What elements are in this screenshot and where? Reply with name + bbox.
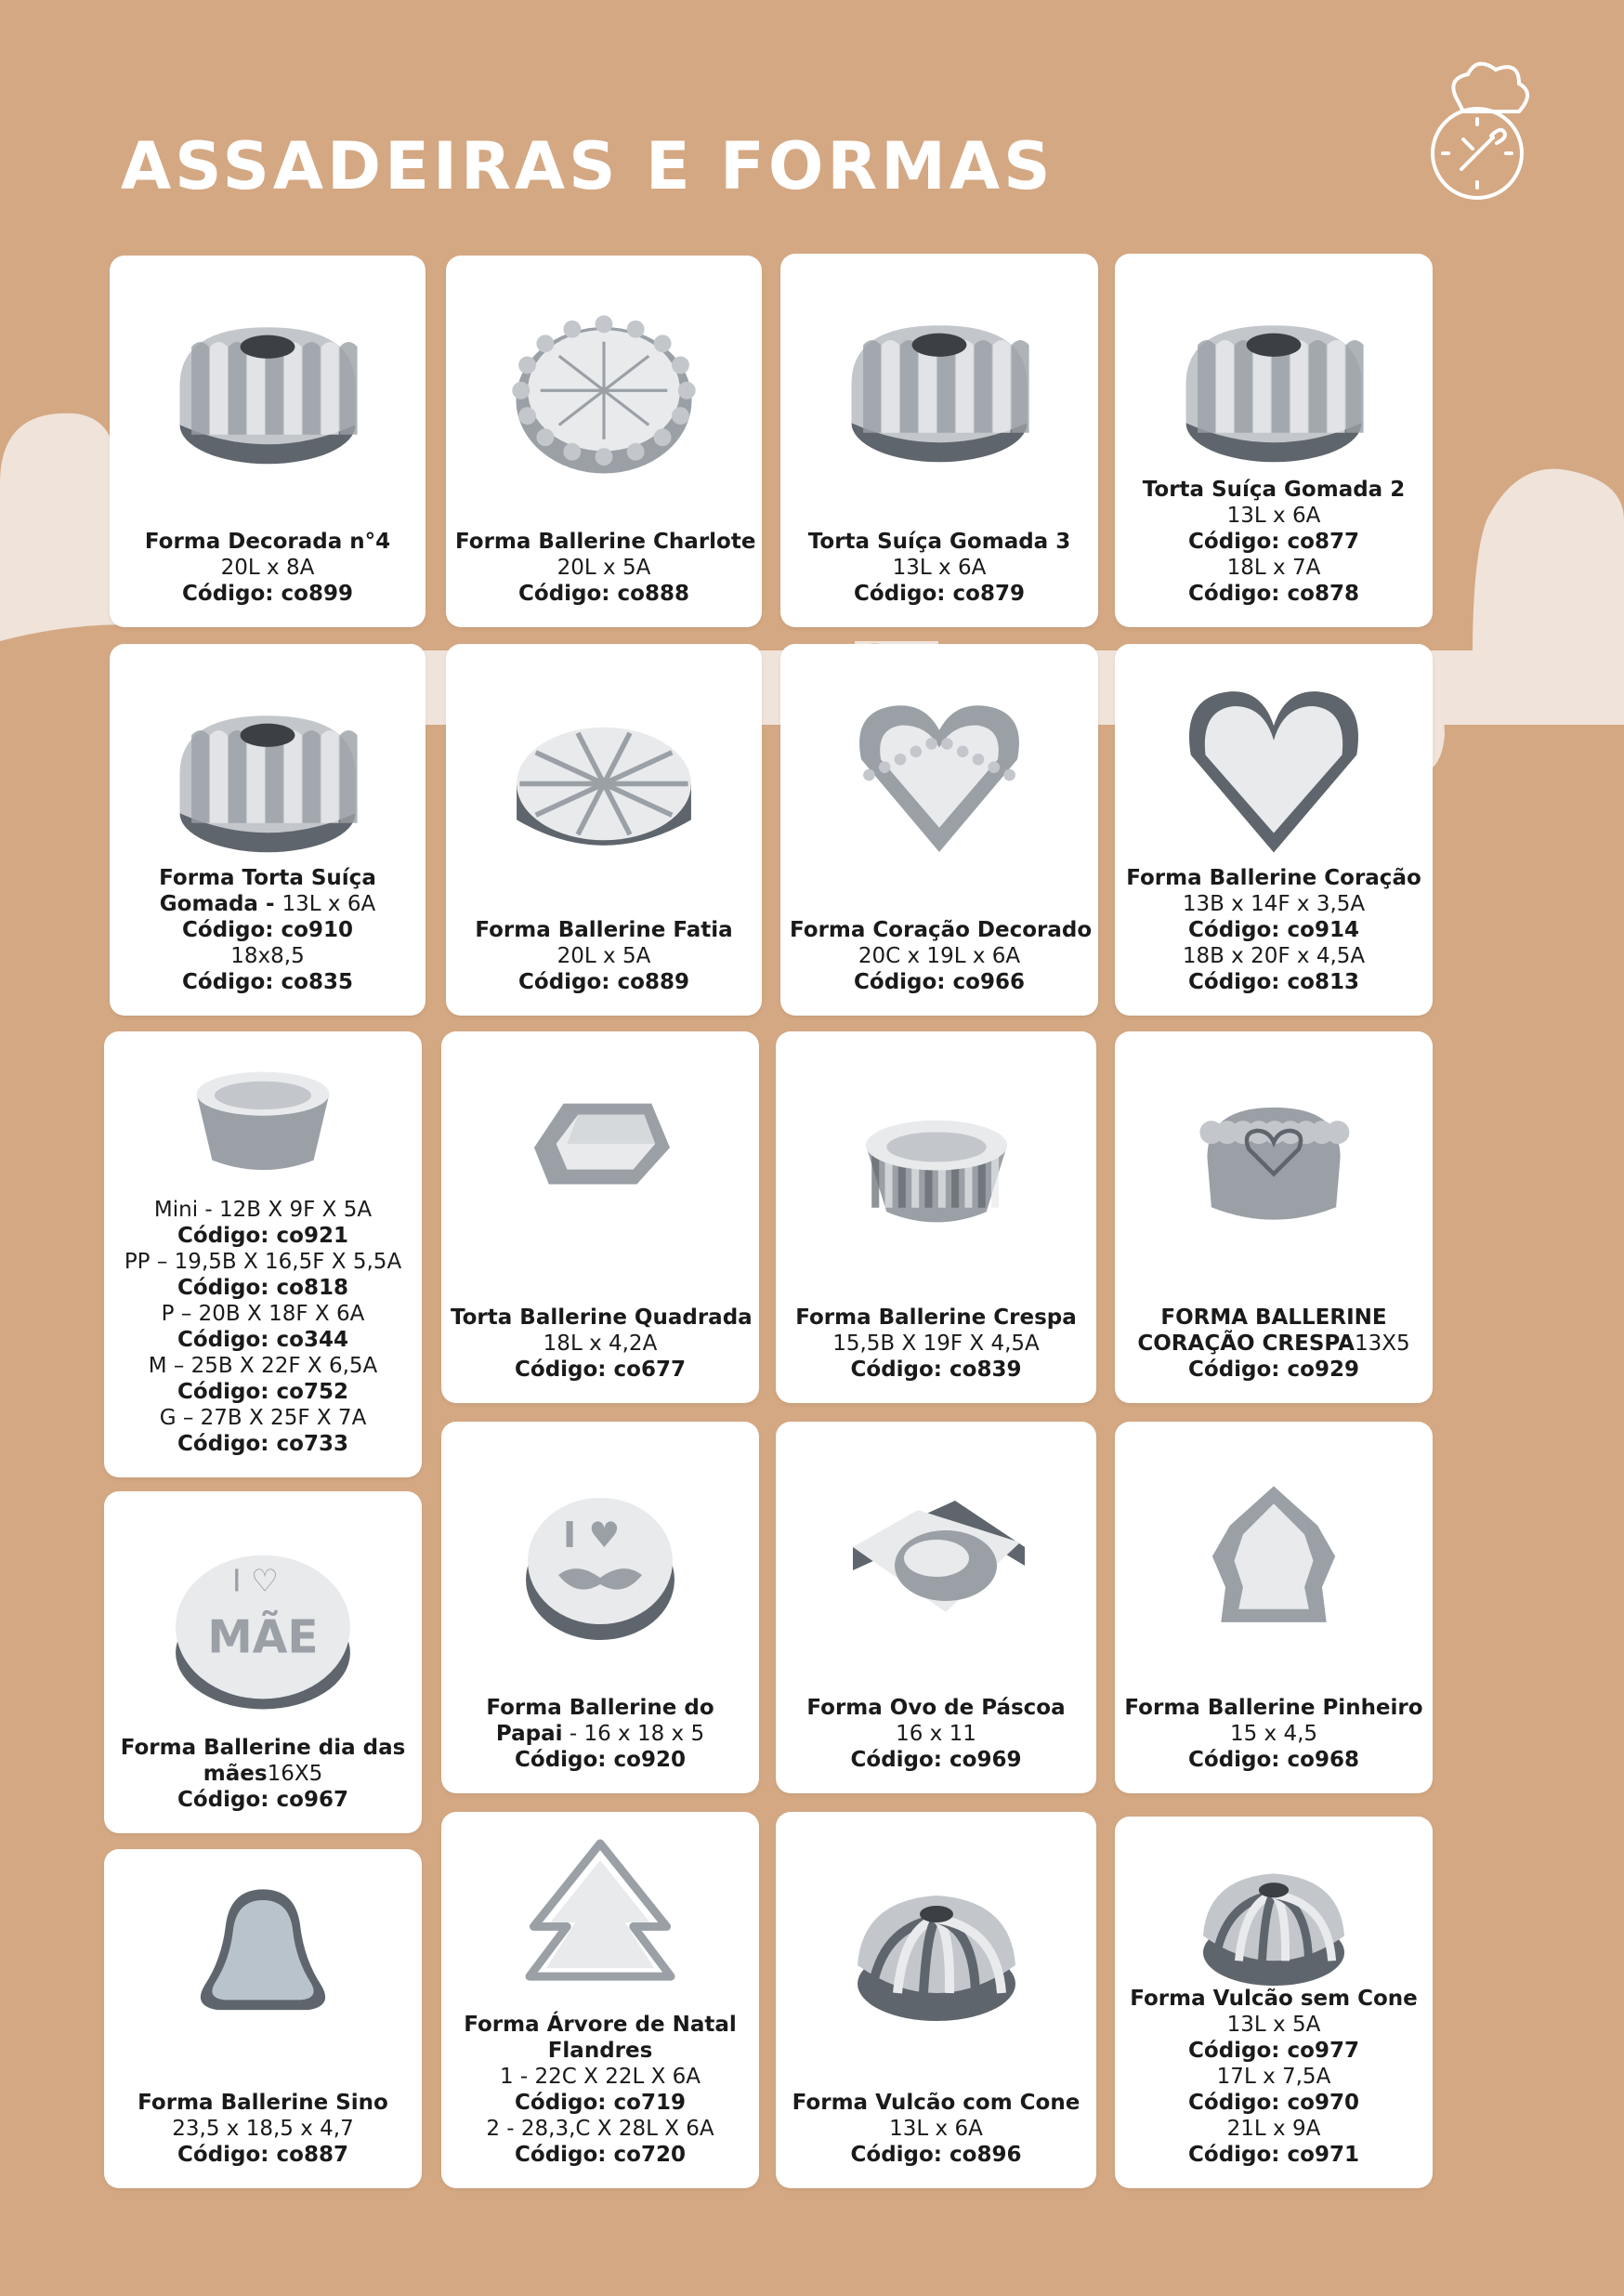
product-name: Forma Ballerine Charlote <box>455 530 756 554</box>
product-name: Forma Árvore de Natal <box>464 2013 737 2037</box>
product-code: Código: co818 <box>177 1276 348 1300</box>
product-code: Código: co733 <box>177 1432 348 1456</box>
product-code: Código: co839 <box>850 1358 1022 1382</box>
product-size: 21L x 9A <box>1226 2117 1321 2141</box>
product-code: Código: co344 <box>177 1328 348 1352</box>
product-size: 13X5 <box>1354 1332 1410 1356</box>
product-name: Flandres <box>547 2039 653 2063</box>
product-card[interactable] <box>446 644 762 1016</box>
round-pan-icon <box>185 1055 341 1203</box>
bell-mold-icon <box>180 1877 347 2035</box>
product-size: 23,5 x 18,5 x 4,7 <box>172 2117 354 2141</box>
product-description <box>785 2090 1087 2168</box>
svg-text:I ♡: I ♡ <box>231 1562 279 1599</box>
product-description <box>785 1305 1087 1383</box>
product-code: Código: co813 <box>1188 970 1359 994</box>
fluted-tube-mold-icon <box>842 286 1037 472</box>
product-name: Torta Ballerine Quadrada <box>451 1305 753 1330</box>
product-description <box>1124 1695 1423 1773</box>
product-name: Forma Vulcão com Cone <box>792 2091 1080 2115</box>
product-code: Código: co969 <box>850 1748 1022 1772</box>
product-card[interactable] <box>1115 1422 1433 1793</box>
product-size: 18B x 20F x 4,5A <box>1182 944 1366 968</box>
product-description <box>1124 1305 1423 1383</box>
product-card[interactable] <box>780 644 1098 1016</box>
product-code: Código: co971 <box>1188 2143 1359 2167</box>
product-size: G – 27B X 25F X 7A <box>159 1406 367 1430</box>
round-scalloped-mold-icon <box>506 293 701 479</box>
product-code: Código: co835 <box>182 970 353 994</box>
product-code: Código: co889 <box>518 970 689 994</box>
product-size: 13L x 6A <box>889 2117 983 2141</box>
product-size: P – 20B X 18F X 6A <box>161 1302 365 1326</box>
product-size: 13L x 5A <box>1226 2013 1321 2037</box>
product-size: M – 25B X 22F X 6,5A <box>148 1354 378 1378</box>
product-name: Torta Suíça Gomada 3 <box>807 530 1071 554</box>
product-code: Código: co720 <box>515 2143 686 2167</box>
page-title: ASSADEIRAS E FORMAS <box>121 128 1054 204</box>
product-code: Código: co914 <box>1188 918 1359 942</box>
product-code: Código: co878 <box>1188 582 1359 606</box>
product-description <box>113 1735 413 1813</box>
fluted-tube-mold-icon <box>1176 286 1371 472</box>
fathers-day-mold-icon <box>507 1468 693 1645</box>
product-code: Código: co719 <box>515 2091 686 2115</box>
product-size: 20L x 5A <box>557 944 651 968</box>
fluted-tube-mold-icon <box>170 676 365 862</box>
product-description <box>785 1695 1087 1773</box>
product-size: - 16 x 18 x 5 <box>562 1722 705 1746</box>
product-card[interactable] <box>1115 644 1433 1016</box>
product-size: Papai <box>495 1722 563 1746</box>
product-code: Código: co977 <box>1188 2039 1359 2063</box>
heart-crimped-mold-icon <box>1191 1082 1357 1240</box>
product-name: Forma Ballerine Fatia <box>475 918 733 942</box>
product-description <box>113 1197 413 1457</box>
product-card[interactable] <box>104 1849 422 2188</box>
product-code: Código: co970 <box>1188 2091 1359 2115</box>
product-size: Gomada - <box>159 892 282 916</box>
product-card[interactable] <box>441 1422 759 1793</box>
product-size: 13L x 6A <box>1226 504 1321 528</box>
product-card[interactable] <box>110 644 426 1016</box>
chef-hat-clock-icon <box>1426 56 1538 204</box>
product-name: Forma Ballerine dia das <box>120 1736 406 1760</box>
product-name: Forma Vulcão sem Cone <box>1130 1987 1418 2011</box>
square-pan-icon <box>527 1078 674 1217</box>
product-description <box>455 529 756 607</box>
product-description <box>451 2012 750 2168</box>
product-card[interactable] <box>776 1812 1096 2188</box>
product-name: Forma Ballerine Pinheiro <box>1124 1696 1423 1720</box>
product-code: Código: co752 <box>177 1380 348 1404</box>
product-code: Código: co899 <box>182 582 353 606</box>
product-card[interactable] <box>776 1031 1096 1403</box>
product-code: Código: co896 <box>850 2143 1022 2167</box>
product-description <box>455 917 753 995</box>
heart-mold-icon <box>1176 672 1371 858</box>
product-name: Forma Ballerine Crespa <box>795 1305 1077 1330</box>
product-name: Torta Suíça Gomada 2 <box>1142 478 1406 502</box>
product-code: Código: co910 <box>182 918 353 942</box>
product-name: Forma Decorada n°4 <box>144 530 391 554</box>
product-card[interactable] <box>1115 254 1433 627</box>
svg-text:MÃE: MÃE <box>207 1611 319 1664</box>
product-size: 20L x 5A <box>557 556 651 580</box>
product-size: 17L x 7,5A <box>1216 2065 1331 2089</box>
product-name: Forma Ovo de Páscoa <box>806 1696 1066 1720</box>
product-code: Código: co920 <box>515 1748 686 1772</box>
product-code: Código: co968 <box>1188 1748 1359 1772</box>
product-name: FORMA BALLERINE <box>1160 1305 1387 1330</box>
product-name: Forma Ballerine Sino <box>138 2091 388 2115</box>
swirl-bundt-mold-icon <box>1191 1844 1357 2002</box>
product-size: 2 - 28,3,C X 28L X 6A <box>486 2117 714 2141</box>
product-size: 18L x 7A <box>1226 556 1321 580</box>
product-card[interactable] <box>776 1422 1096 1793</box>
product-size: 1 - 22C X 22L X 6A <box>499 2065 701 2089</box>
product-description <box>1124 865 1423 995</box>
product-description <box>451 1305 753 1383</box>
product-name: Forma Coração Decorado <box>790 918 1093 942</box>
easter-egg-mold-icon <box>844 1473 1029 1649</box>
product-size: 16X5 <box>267 1762 323 1786</box>
product-size: PP – 19,5B X 16,5F X 5,5A <box>124 1250 402 1274</box>
product-description <box>119 865 416 995</box>
product-code: Código: co877 <box>1188 530 1359 554</box>
bundt-mold-icon <box>170 288 365 474</box>
product-card[interactable] <box>446 256 762 627</box>
product-size: 16 x 11 <box>896 1722 976 1746</box>
product-size: 18x8,5 <box>230 944 305 968</box>
product-size: mães <box>203 1762 268 1786</box>
product-code: Código: co888 <box>518 582 689 606</box>
product-size: 20L x 8A <box>220 556 315 580</box>
product-size: 13B x 14F x 3,5A <box>1182 892 1366 916</box>
product-description <box>451 1695 750 1773</box>
product-size: CORAÇÃO CRESPA <box>1137 1332 1355 1356</box>
product-description <box>113 2090 413 2168</box>
product-card[interactable] <box>441 1031 759 1403</box>
product-code: Código: co879 <box>854 582 1025 606</box>
pine-tree-mold-icon <box>1186 1473 1362 1640</box>
product-size: 13L x 6A <box>892 556 987 580</box>
product-size: 15 x 4,5 <box>1229 1722 1318 1746</box>
product-description <box>1124 477 1423 607</box>
sliced-round-mold-icon <box>502 681 707 876</box>
heart-fluted-mold-icon <box>842 681 1037 867</box>
product-code: Código: co887 <box>177 2143 348 2167</box>
product-description <box>790 529 1089 607</box>
product-name: Forma Ballerine do <box>486 1696 714 1720</box>
product-size: 18L x 4,2A <box>543 1332 658 1356</box>
product-size: Mini - 12B X 9F X 5A <box>153 1198 373 1222</box>
product-size: 20C x 19L x 6A <box>858 944 1021 968</box>
crimped-tart-mold-icon <box>853 1087 1019 1245</box>
product-code: Código: co966 <box>854 970 1025 994</box>
product-size: 15,5B X 19F X 4,5A <box>832 1332 1040 1356</box>
product-code: Código: co921 <box>177 1224 348 1248</box>
product-code: Código: co677 <box>515 1358 686 1382</box>
christmas-tree-mold-icon <box>517 1835 684 1993</box>
product-code: Código: co967 <box>177 1788 348 1812</box>
svg-text:I ♥: I ♥ <box>563 1515 621 1555</box>
product-card[interactable] <box>780 254 1098 627</box>
product-description <box>1124 1986 1423 2168</box>
product-card[interactable] <box>110 256 426 627</box>
product-name: Forma Torta Suíça <box>159 866 376 890</box>
mothers-day-mold-icon <box>161 1519 366 1714</box>
product-card[interactable] <box>104 1031 422 1477</box>
swirl-bundt-mold-icon <box>844 1863 1029 2040</box>
product-name: Forma Ballerine Coração <box>1126 866 1421 890</box>
product-description <box>790 917 1093 995</box>
product-card[interactable] <box>1115 1031 1433 1403</box>
product-description <box>119 529 416 607</box>
product-size: 13L x 6A <box>282 892 376 916</box>
product-card[interactable] <box>1115 1817 1433 2188</box>
product-card[interactable] <box>441 1812 759 2188</box>
product-code: Código: co929 <box>1188 1358 1359 1382</box>
product-card[interactable] <box>104 1491 422 1833</box>
